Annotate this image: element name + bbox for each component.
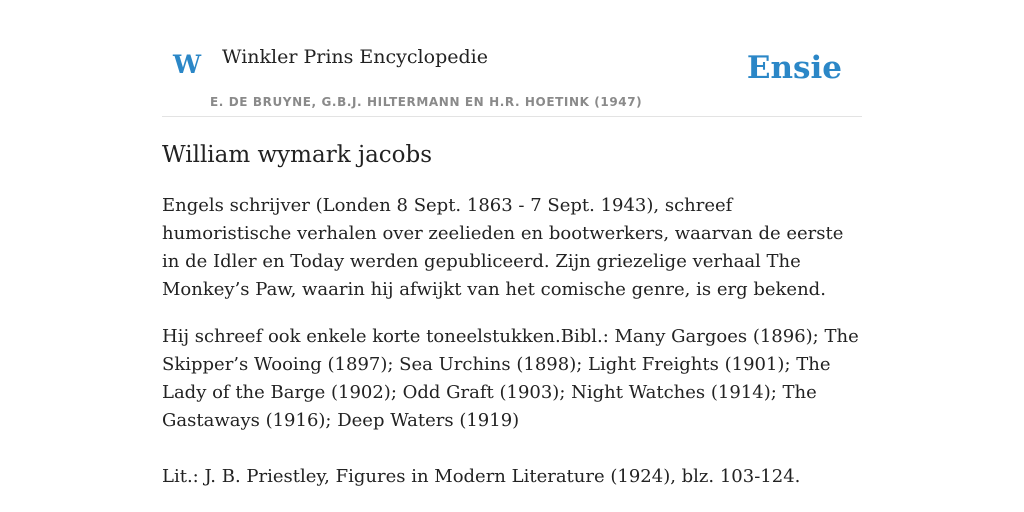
article-paragraph: Engels schrijver (Londen 8 Sept. 1863 - 7 Sept. 1943), schreef humoristische verhalen over zeelieden en bootwerkers, waarvan de eerste in de Idler en Today werden gepubliceerd. Zijn griezelige verhaal The Monkey’s Paw, waarin hij afwijkt van het comische genre, is erg bekend. [162,195,844,300]
article [162,140,862,491]
literature-reference: Lit.: J. B. Priestley, Figures in Modern Literature (1924), blz. 103-124. [162,466,801,487]
article-title: William wymark jacobs [162,142,433,168]
site-header [162,0,862,117]
site-subtitle: E. DE BRUYNE, G.B.J. HILTERMANN EN H.R. HOETINK (1947) [210,95,643,109]
site-logo[interactable]: W [173,50,202,79]
site-title[interactable]: Winkler Prins Encyclopedie [222,46,488,68]
brand-logo[interactable]: Ensie [746,50,842,86]
article-paragraph: Hij schreef ook enkele korte toneelstukken.Bibl.: Many Gargoes (1896); The Skipper’s Wooing (1897); Sea Urchins (1898); Light Freights (1901); The Lady of the Barge (1902); Odd Graft (1903); Night Watches (1914); The Gastaways (1916); Deep Waters (1919) [162,326,859,431]
